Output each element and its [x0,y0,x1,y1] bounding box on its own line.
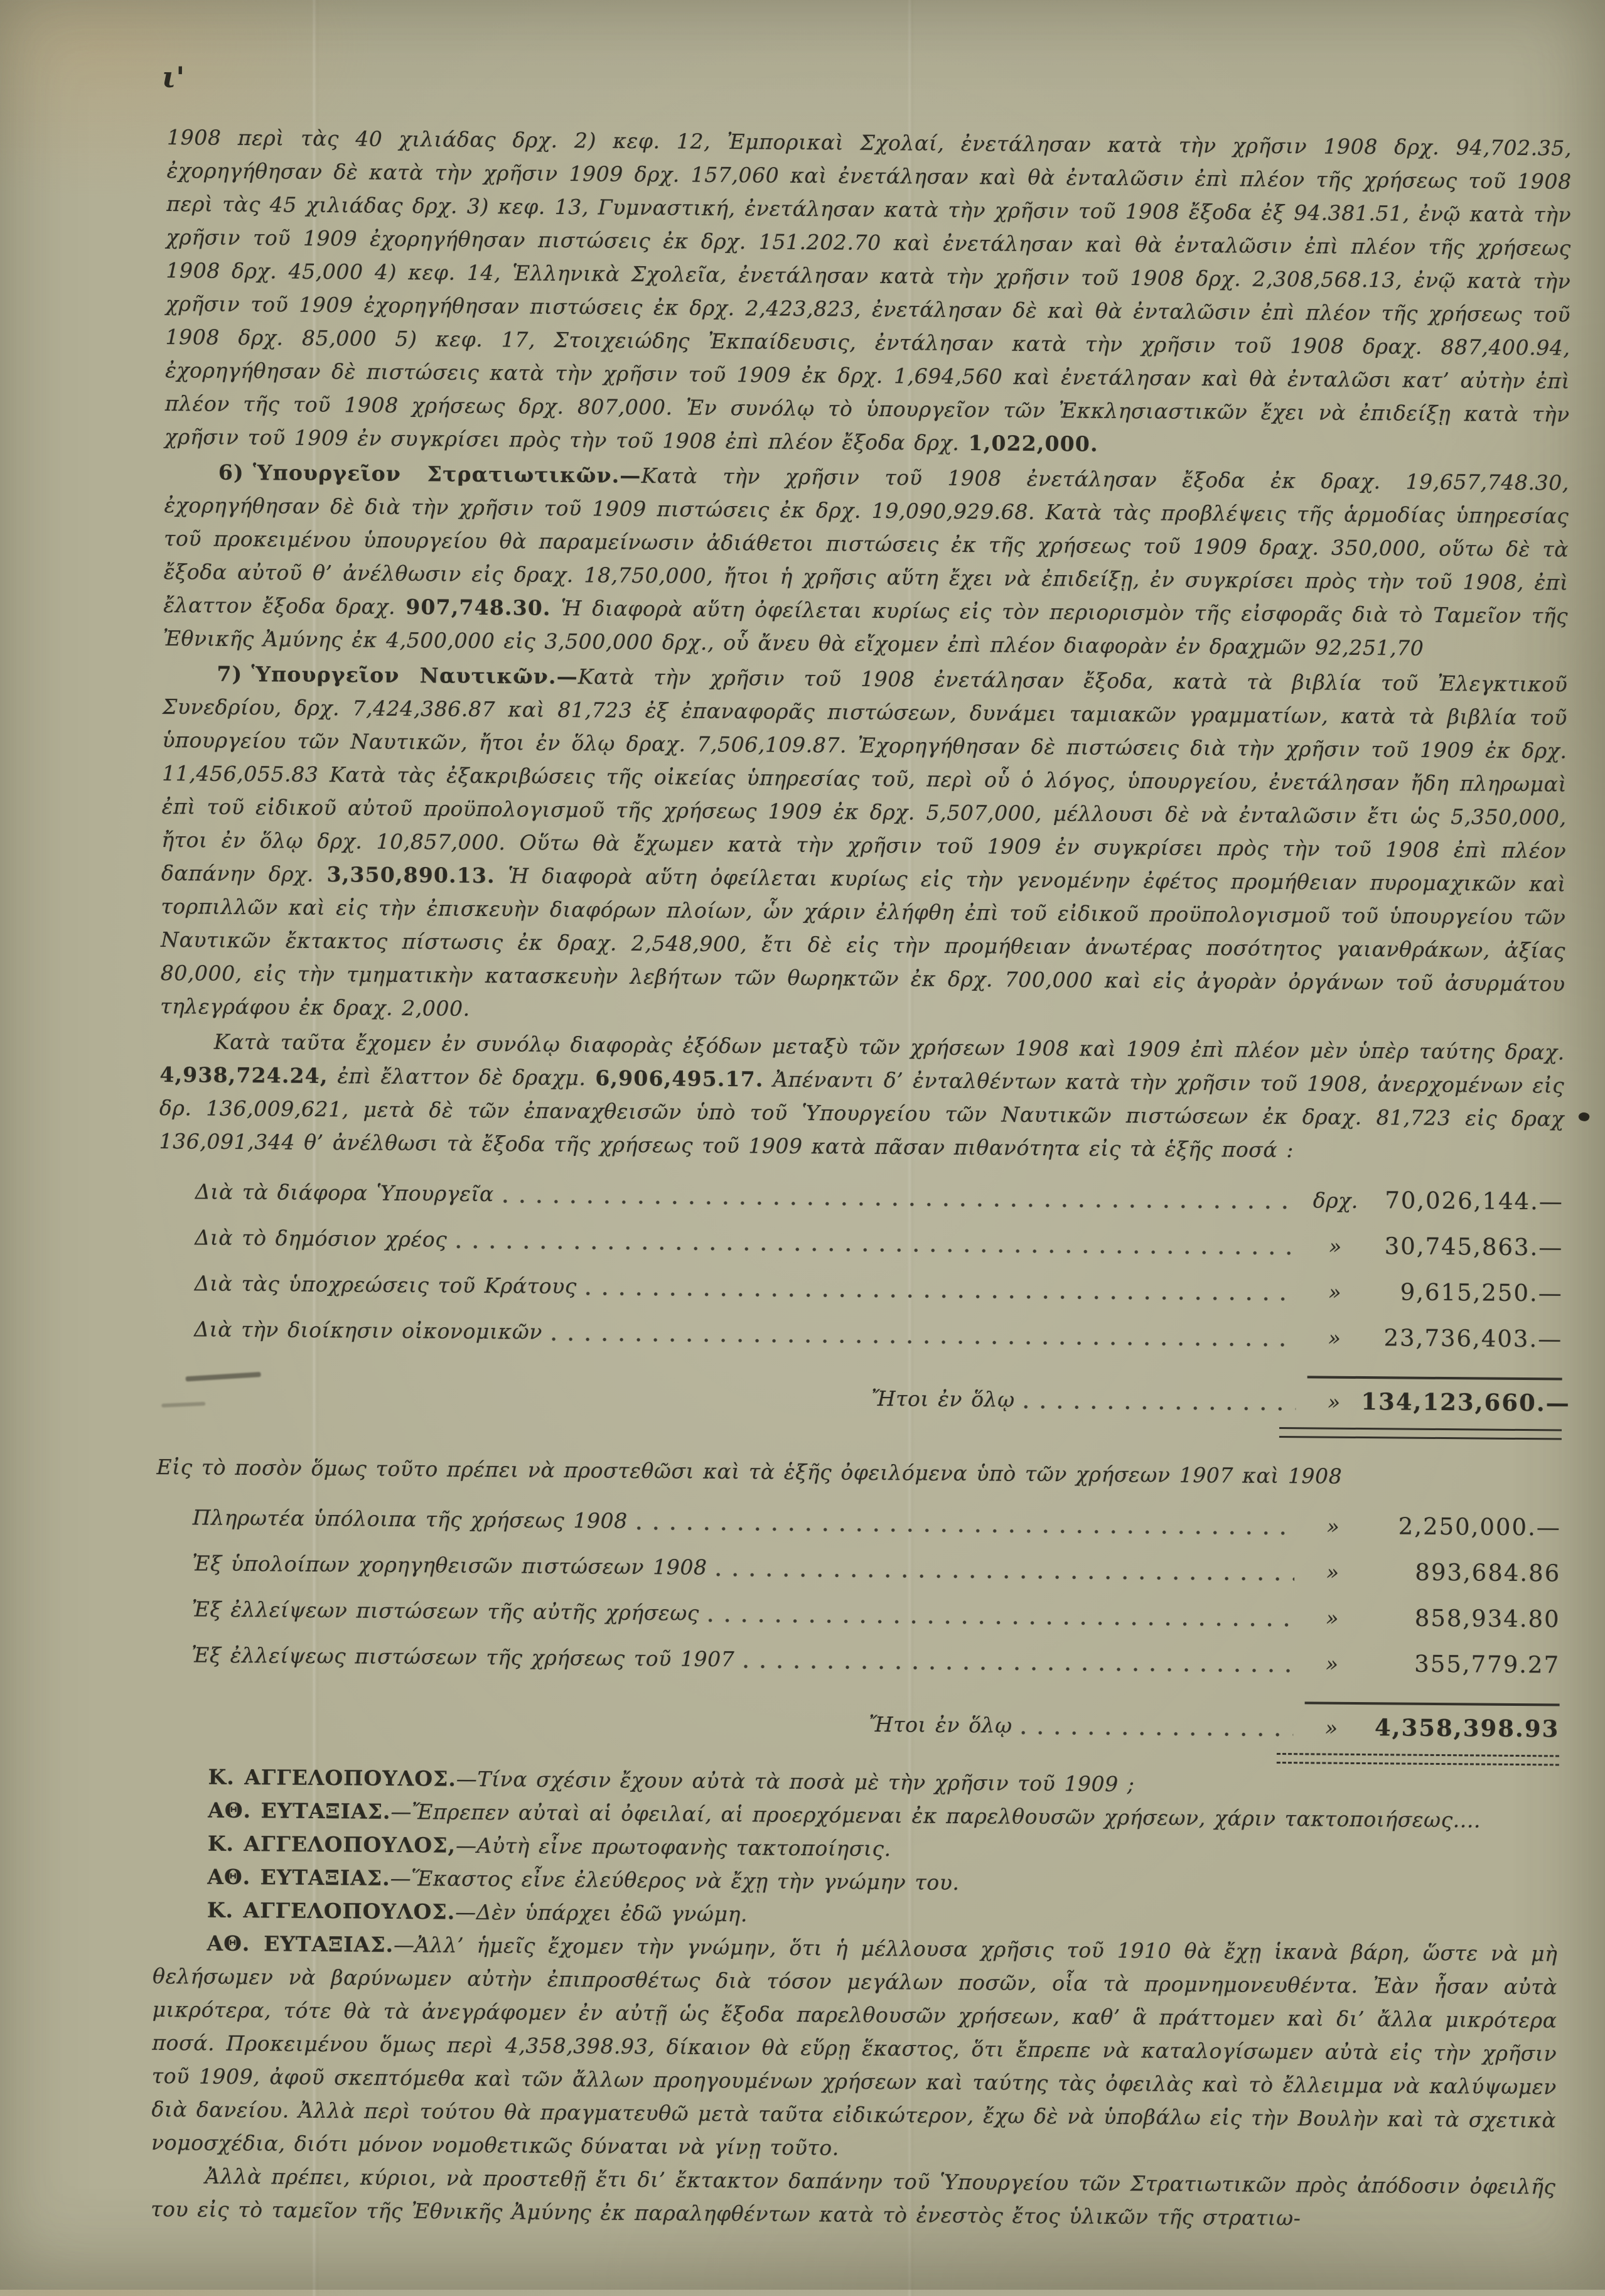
currency-unit: » [1326,1605,1339,1630]
paragraph-education-continued [164,121,1572,465]
currency-unit: » [1326,1560,1339,1585]
dot-leader [1024,1404,1296,1412]
currency-unit: » [1325,1651,1339,1676]
row-amount: 9,615,250.— [1400,1278,1563,1307]
bold-sum: 907,748.30. [405,595,551,620]
currency-unit: » [1324,1715,1338,1740]
speaker-name: Κ. ΑΓΓΕΛΟΠΟΥΛΟΣ. [208,1764,457,1791]
row-label: Διὰ τὰ διάφορα Ὑπουργεῖα [195,1179,495,1207]
currency-unit: » [1326,1514,1340,1539]
row-label: Ἐξ ὑπολοίπων χορηγηθεισῶν πιστώσεων 1908 [192,1551,707,1580]
total-sum-group [1307,1376,1570,1420]
paragraph-summary [159,1025,1565,1169]
row-label: Διὰ τὰς ὑποχρεώσεις τοῦ Κράτους [194,1271,577,1299]
dialogue-text: —Δὲν ὑπάρχει ἐδῶ γνώμη. [455,1899,748,1927]
bold-sum: 4,938,724.24, [159,1062,328,1089]
total-amount: 4,358,398.93 [1374,1713,1560,1743]
double-rule-dashed [1277,1753,1559,1766]
dot-leader [586,1290,1297,1302]
paragraph-text: Κατὰ ταῦτα ἔχομεν ἐν συνόλῳ διαφορὰς ἐξόδων μεταξὺ τῶν χρήσεων 1908 καὶ 1909 ἐπὶ πλέον μὲν ὑπὲρ ταύτης δραχ. [213,1029,1565,1065]
section-number: 7) [217,661,243,686]
dialogue-text: —Ἔπρεπεν αὐταὶ αἱ ὀφειλαί, αἱ προερχόμεναι ἐκ παρελθουσῶν χρήσεων, χάριν τακτοποιήσεως.... [390,1799,1481,1833]
paragraph-ministry-navy [160,657,1568,1034]
total-label: Ἤτοι ἐν ὅλῳ [871,1386,1015,1412]
paragraph-closing: Ἀλλὰ πρέπει, κύριοι, νὰ προστεθῇ ἔτι δι’ ἔκτακτον δαπάνην τοῦ Ὑπουργείου τῶν Στρατιωτικῶν πρὸς ἀπόδοσιν ὀφειλῆς του εἰς τὸ ταμεῖον τῆς Ἐθνικῆς Ἀμύνης ἐκ παραληφθέντων κατὰ τὸ ἐνεστὸς ἔτος ὑλικῶν τῆς στρατιω- [151,2164,1556,2231]
currency-unit: » [1328,1325,1341,1350]
currency-unit: » [1328,1280,1342,1305]
dialogue-text: —Ἀλλ’ ἡμεῖς ἔχομεν τὴν γνώμην, ὅτι ἡ μέλλουσα χρῆσις τοῦ 1910 θὰ ἔχῃ ἱκανὰ βάρη, ὥστε νὰ μὴ θελήσωμεν νὰ βαρύνωμεν αὐτὴν ἐπιπροσθέτως διὰ τόσον μεγάλων ποσῶν, οἷα τὰ προμνημονευθέντα. Ἐὰν ἦσαν αὐτὰ μικρότερα, τότε θὰ τὰ ἀνεγράφομεν ἐν αὐτῇ ὡς ἔξοδα παρελθουσῶν χρήσεων, καθ’ ἃ πράττομεν καὶ δι’ ἄλλα μικρότερα ποσά. Προκειμένου ὅμως περὶ 4,358,398.93, δίκαιον θὰ εὕρῃ ἕκαστος, ὅτι ἔπρεπε νὰ καταλογίσωμεν αὐτὰ εἰς τὴν χρῆσιν τοῦ 1909, ἀφοῦ σκεπτόμεθα καὶ τῶν ἄλλων προηγουμένων χρήσεων καὶ ταύτης τὰς ὀφειλὰς καὶ τὸ ἔλλειμμα νὰ καλύψωμεν διὰ δανείου. Ἀλλὰ περὶ τούτου θὰ πραγματευθῶ μετὰ ταῦτα εἰδικώτερον, ἔχω δὲ νὰ ὑποβάλω εἰς τὴν Βουλὴν καὶ τὰ σχετικὰ νομοσχέδια, διότι μόνον νομοθετικῶς δύναται νὰ γίνῃ τοῦτο. [151,1932,1558,2160]
dialogue-text: —Αὐτὴ εἶνε πρωτοφανὴς τακτοποίησις. [455,1833,891,1862]
section-heading: Ὑπουργεῖον Στρατιωτικῶν.— [252,460,641,488]
total-label: Ἤτοι ἐν ὅλῳ [869,1711,1012,1738]
bold-sum: 6,906,495.17. [595,1065,764,1092]
paragraph-text: ἐπὶ ἔλαττον δὲ δραχμ. [328,1064,596,1091]
dot-leader [636,1525,1295,1536]
dot-leader [1021,1730,1294,1738]
currency-unit: δρχ. [1312,1188,1359,1213]
folio-mark: ι' [161,60,185,95]
arrears-table [154,1500,1561,1766]
total-sum-group [1304,1701,1560,1746]
row-amount: 893,684.86 [1415,1558,1561,1587]
speaker-name: ΑΘ. ΕΥΤΑΞΙΑΣ. [208,1797,391,1824]
row-amount: 70,026,144.— [1385,1187,1564,1215]
speaker-name: ΑΘ. ΕΥΤΑΞΙΑΣ. [207,1864,390,1890]
dialogue-text: —Τίνα σχέσιν ἔχουν αὐτὰ τὰ ποσὰ μὲ τὴν χρῆσιν τοῦ 1909 ; [456,1766,1135,1797]
dot-leader [708,1617,1294,1628]
paragraph-text: Κατὰ τὴν χρῆσιν τοῦ 1908 ἐνετάλησαν ἔξοδα ἐκ δραχ. 19,657,748.30, ἐχορηγήθησαν δὲ διὰ τὴν χρῆσιν τοῦ 1909 πιστώσεις ἐκ δρχ. 19,090,929.68. Κατὰ τὰς προβλέψεις τῆς ἁρμοδίας ὑπηρεσίας τοῦ προκειμένου ὑπουργείου θὰ παραμείνωσιν ἀδιάθετοι πιστώσεις ἐκ τῆς χρήσεως τοῦ 1909 δραχ. 350,000, οὕτω δὲ τὰ ἔξοδα αὐτοῦ θ’ ἀνέλθωσιν εἰς δραχ. 18,750,000, ἤτοι ἡ χρῆσις αὕτη ἔχει νὰ ἐπιδείξῃ, ἐν συγκρίσει πρὸς τὴν τοῦ 1908, ἐπὶ ἔλαττον ἔξοδα δραχ. [163,463,1570,620]
row-label: Ἐξ ἐλλείψεως πιστώσεων τῆς χρήσεως τοῦ 1907 [191,1642,735,1672]
paragraph-text: Ἡ διαφορὰ αὕτη ὀφείλεται κυρίως εἰς τὸν περιορισμὸν τῆς εἰσφορᾶς διὰ τὸ Ταμεῖον τῆς Ἐθνικῆς Ἀμύνης ἐκ 4,500,000 εἰς 3,500,000 δρχ., οὗ ἄνευ θὰ εἴχομεν ἐπὶ πλέον διαφορὰν ἐν δραχμῶν 92,251,70 [163,595,1569,660]
row-amount: 23,736,403.— [1383,1324,1563,1353]
row-label: Διὰ τὴν διοίκησιν οἰκονομικῶν [194,1317,543,1344]
table-row [155,1637,1560,1683]
dot-leader [716,1571,1294,1582]
row-amount: 355,779.27 [1414,1650,1560,1679]
speaker-name: ΑΘ. ΕΥΤΑΞΙΑΣ. [207,1931,394,1957]
paragraph-text: Ἀπέναντι δ’ ἐνταλθέντων κατὰ τὴν χρῆσιν τοῦ 1908, ἀνερχομένων εἰς δρ. 136,009,621, μετὰ δὲ τῶν ἐπαναχθεισῶν ὑπὸ τοῦ Ὑπουργείου τῶν Ναυτικῶν πιστώσεων ἐκ δραχ. 81,723 εἰς δραχ 136,091,344 θ’ ἀνέλθωσι τὰ ἔξοδα τῆς χρήσεως τοῦ 1909 κατὰ πᾶσαν πιθανότητα εἰς τὰ ἑξῆς ποσά : [159,1067,1565,1163]
row-label: Διὰ τὸ δημόσιον χρέος [195,1225,448,1252]
row-label: Πληρωτέα ὑπόλοιπα τῆς χρήσεως 1908 [192,1505,628,1533]
text-column [151,121,1572,2238]
dot-leader [551,1336,1296,1348]
row-amount: 858,934.80 [1414,1604,1560,1633]
table-row [158,1220,1563,1265]
speaker-name: Κ. ΑΓΓΕΛΟΠΟΥΛΟΣ, [207,1831,456,1858]
table-row [158,1312,1562,1357]
speaker-name: Κ. ΑΓΓΕΛΟΠΟΥΛΟΣ. [207,1897,456,1924]
currency-unit: » [1328,1234,1342,1259]
table-total-row [157,1367,1570,1421]
paragraph-ministry-military [163,455,1569,666]
ink-blot [1577,1111,1591,1123]
table-row [156,1500,1561,1545]
table-row [158,1266,1563,1311]
double-rule [1279,1427,1562,1440]
table-row [156,1546,1560,1591]
table-total-row [154,1693,1559,1747]
row-amount: 2,250,000.— [1398,1512,1561,1541]
dialogue-line [151,1926,1558,2170]
dot-leader [503,1198,1297,1210]
expenditure-totals-table [157,1174,1570,1440]
section-heading: Ὑπουργεῖον Ναυτικῶν.— [251,662,579,689]
table-row [159,1174,1564,1219]
row-amount: 30,745,863.— [1384,1232,1564,1261]
bold-sum: 1,022,000. [968,431,1098,456]
paragraph-arrears-intro: Εἰς τὸ ποσὸν ὅμως τοῦτο πρέπει νὰ προστεθῶσι καὶ τὰ ἑξῆς ὀφειλόμενα ὑπὸ τῶν χρήσεων 1907 καὶ 1908 [156,1454,1343,1489]
total-amount: 134,123,660.— [1361,1388,1570,1417]
dot-leader [743,1663,1294,1674]
currency-unit: » [1327,1389,1341,1415]
dot-leader [456,1244,1297,1257]
paragraph-text: Κατὰ τὴν χρῆσιν τοῦ 1908 ἐνετάλησαν ἔξοδα, κατὰ τὰ βιβλία τοῦ Ἐλεγκτικοῦ Συνεδρίου, δρχ. 7,424,386.87 καὶ 81,723 ἐξ ἐπαναφορᾶς πιστώσεων, δυνάμει ταμιακῶν γραμματίων, κατὰ τὰ βιβλία τοῦ ὑπουργείου τῶν Ναυτικῶν, ἤτοι ἐν ὅλῳ δραχ. 7,506,109.87. Ἐχορηγήθησαν δὲ πιστώσεις διὰ τὴν χρῆσιν τοῦ 1909 ἐκ δρχ. 11,456,055.83 Κατὰ τὰς ἐξακριβώσεις τῆς οἰκείας ὑπηρεσίας τοῦ, περὶ οὗ ὁ λόγος, ὑπουργείου, ἐνετάλησαν ἤδη πληρωμαὶ ἐπὶ τοῦ εἰδικοῦ αὐτοῦ προϋπολογισμοῦ τῆς χρήσεως 1909 ἐκ δρχ. 5,507,000, μέλλουσι δὲ νὰ ἐνταλῶσιν ἔτι ὡς 5,350,000, ἤτοι ἐν ὅλῳ δρχ. 10,857,000. Οὕτω θὰ ἔχωμεν κατὰ τὴν χρῆσιν τοῦ 1909 ἐν συγκρίσει πρὸς τὴν τοῦ 1908 ἐπὶ πλέον δαπάνην δρχ. [161,664,1568,887]
section-number: 6) [218,460,245,485]
bold-sum: 3,350,890.13. [326,862,495,888]
paragraph-text: Ἡ διαφορὰ αὕτη ὀφείλεται κυρίως εἰς τὴν γενομένην ἐφέτος προμήθειαν πυρομαχικῶν καὶ τορπιλλῶν καὶ εἰς τὴν ἐπισκευὴν διαφόρων πλοίων, ὧν χάριν ἐλήφθη ἐπὶ τοῦ εἰδικοῦ προϋπολογισμοῦ τοῦ ὑπουργείου τῶν Ναυτικῶν ἔκτακτος πίστωσις ἐκ δραχ. 2,548,900, ἔτι δὲ εἰς τὴν προμήθειαν ἀνωτέρας ποσότητος γαιανθράκων, ἀξίας 80,000, εἰς τὴν τμηματικὴν κατασκευὴν λεβήτων τῶν θωρηκτῶν ἐκ δρχ. 700,000 καὶ εἰς ἀγορὰν ὀργάνων τοῦ ἀσυρμάτου τηλεγράφου ἐκ δραχ. 2,000. [160,863,1567,1021]
dialogue-text: —Ἕκαστος εἶνε ἐλεύθερος νὰ ἔχῃ τὴν γνώμην του. [390,1865,960,1895]
row-label: Ἐξ ἐλλείψεων πιστώσεων τῆς αὐτῆς χρήσεως [191,1597,700,1625]
paragraph-text: 1908 περὶ τὰς 40 χιλιάδας δρχ. 2) κεφ. 12, Ἐμπορικαὶ Σχολαί, ἐνετάλησαν κατὰ τὴν χρῆσιν 1908 δρχ. 94,702.35, ἐχορηγήθησαν δὲ κατὰ τὴν χρῆσιν 1909 δρχ. 157,060 καὶ ἐνετάλησαν καὶ θὰ ἐνταλῶσιν ἐπὶ πλέον τῆς χρήσεως τοῦ 1908 περὶ τὰς 45 χιλιάδας δρχ. 3) κεφ. 13, Γυμναστική, ἐνετάλησαν κατὰ τὴν χρῆσιν τοῦ 1908 ἔξοδα ἐξ 94.381.51, ἐνῷ κατὰ τὴν χρῆσιν τοῦ 1909 ἐχορηγήθησαν πιστώσεις ἐκ δρχ. 151.202.70 καὶ ἐνετάλησαν καὶ θὰ ἐνταλῶσιν ἐπὶ πλέον τῆς χρήσεως 1908 δρχ. 45,000 4) κεφ. 14, Ἑλληνικὰ Σχολεῖα, ἐνετάλησαν κατὰ τὴν χρῆσιν τοῦ 1908 δρχ. 2,308,568.13, ἐνῷ κατὰ τὴν χρῆσιν τοῦ 1909 ἐχορηγήθησαν πιστώσεις ἐκ δρχ. 2,423,823, ἐνετάλησαν δὲ καὶ θὰ ἐνταλῶσιν ἐπὶ πλέον τῆς χρήσεως τοῦ 1908 δρχ. 85,000 5) κεφ. 17, Στοιχειώδης Ἐκπαίδευσις, ἐντάλησαν κατὰ τὴν χρῆσιν τοῦ 1908 δραχ. 887,400.94, ἐχορηγήθησαν δὲ πιστώσεις κατὰ τὴν χρῆσιν τοῦ 1909 ἐκ δρχ. 1,694,560 καὶ ἐνετάλησαν καὶ θὰ ἐνταλῶσι κατ’ αὐτὴν ἐπὶ πλέον τῆς τοῦ 1908 χρήσεως δρχ. 807,000. Ἐν συνόλῳ τὸ ὑπουργεῖον τῶν Ἐκκλησιαστικῶν ἔχει νὰ ἐπιδείξῃ κατὰ τὴν χρῆσιν τοῦ 1909 ἐν συγκρίσει πρὸς τὴν τοῦ 1908 ἐπὶ πλέον ἔξοδα δρχ. [164,125,1572,456]
table-row [156,1592,1560,1637]
